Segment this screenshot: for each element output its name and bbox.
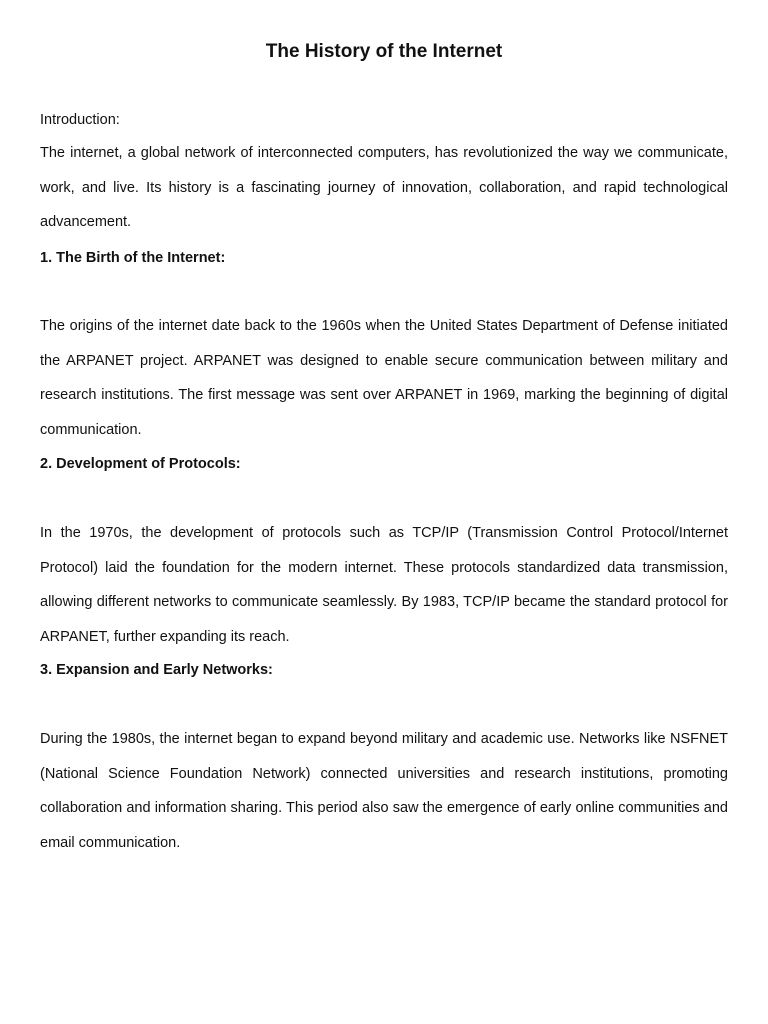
introduction-paragraph: The internet, a global network of interconnected computers, has revolutionized the way we communicate, work, and live. Its history is a fascinating journey of innovation, collaboration, and rapid technological advancement. <box>40 145 728 230</box>
section-paragraph-birth: The origins of the internet date back to the 1960s when the United States Department of Defense initiated the ARPANET project. ARPANET was designed to enable secure communication between military and research institutions. The first message was sent over ARPANET in 1969, marking the beginning of digital communication. <box>40 318 728 438</box>
section-paragraph-expansion: During the 1980s, the internet began to expand beyond military and academic use. Networks like NSFNET (National Science Foundation Network) connected universities and research institutions, promoting collaboration and information sharing. This period also saw the emergence of early online communities and email communication. <box>40 731 728 851</box>
section-paragraph-protocols: In the 1970s, the development of protocols such as TCP/IP (Transmission Control Protocol/Internet Protocol) laid the foundation for the modern internet. These protocols standardized data transmission, allowing different networks to communicate seamlessly. By 1983, TCP/IP became the standard protocol for ARPANET, further expanding its reach. <box>40 525 728 645</box>
page-title: The History of the Internet <box>265 41 503 62</box>
section-heading-birth: 1. The Birth of the Internet: <box>40 250 226 266</box>
section-heading-protocols: 2. Development of Protocols: <box>40 456 241 472</box>
section-heading-expansion: 3. Expansion and Early Networks: <box>40 662 273 678</box>
introduction-label: Introduction: <box>40 112 120 128</box>
